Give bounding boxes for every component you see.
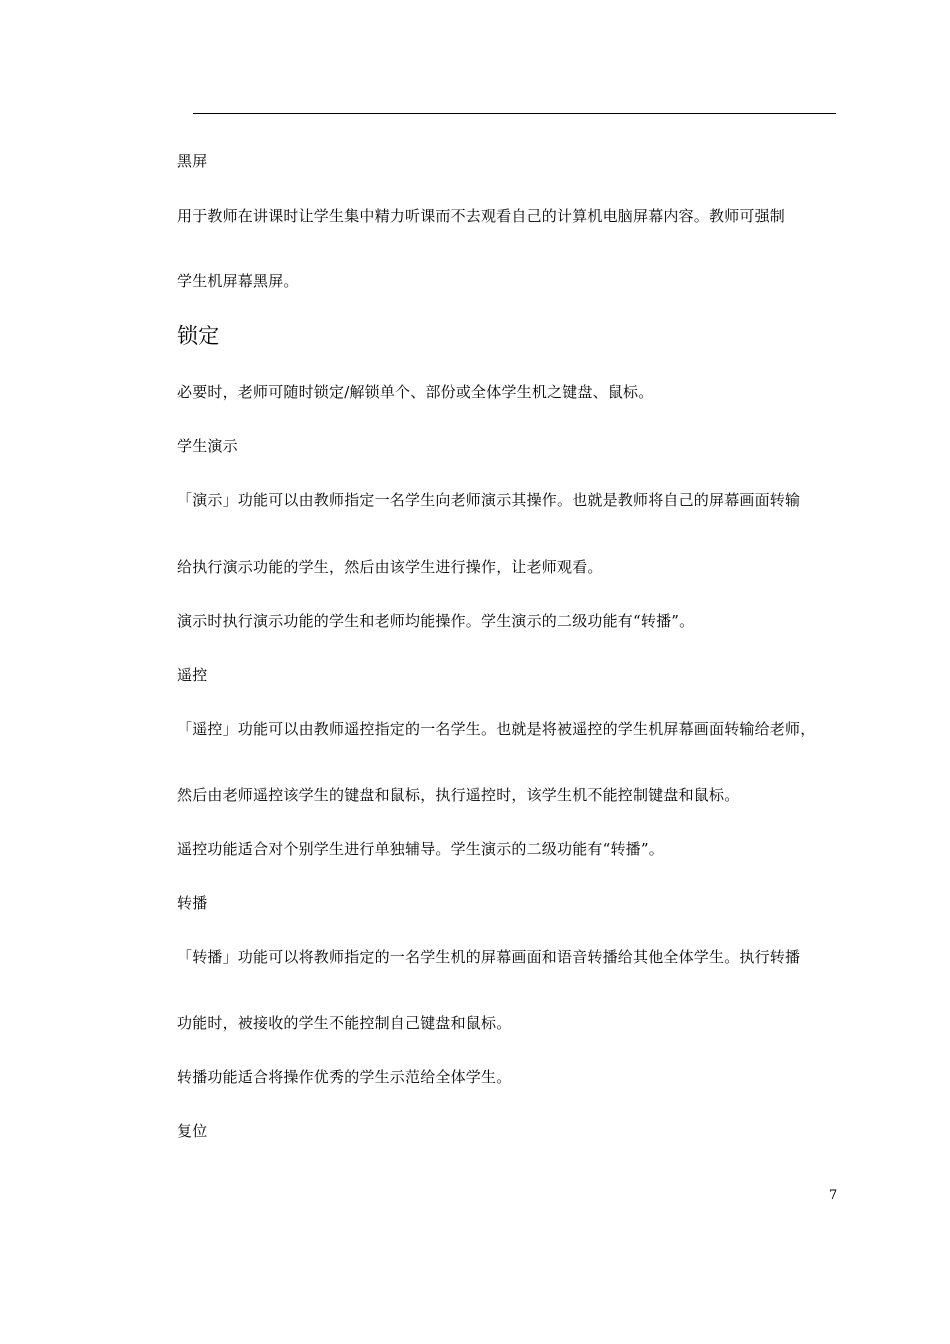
- paragraph-line: 然后由老师遥控该学生的键盘和鼠标，执行遥控时，该学生机不能控制键盘和鼠标。: [177, 786, 740, 804]
- header-rule: [193, 113, 836, 114]
- page-number: 7: [829, 1188, 838, 1203]
- paragraph-line: 功能时，被接收的学生不能控制自己键盘和鼠标。: [177, 1014, 512, 1032]
- paragraph-line: 遥控功能适合对个别学生进行单独辅导。学生演示的二级功能有“转播”。: [177, 840, 664, 858]
- paragraph-line: 「转播」功能可以将教师指定的一名学生机的屏幕画面和语音转播给其他全体学生。执行转播: [177, 948, 801, 966]
- paragraph-line: 给执行演示功能的学生，然后由该学生进行操作，让老师观看。: [177, 558, 603, 576]
- section-heading-lock: 锁定: [177, 324, 220, 348]
- paragraph-line: 用于教师在讲课时让学生集中精力听课而不去观看自己的计算机电脑屏幕内容。教师可强制: [177, 207, 786, 225]
- section-heading-reset: 复位: [177, 1122, 208, 1140]
- paragraph-line: 转播功能适合将操作优秀的学生示范给全体学生。: [177, 1068, 512, 1086]
- paragraph-line: 「演示」功能可以由教师指定一名学生向老师演示其操作。也就是教师将自己的屏幕画面转输: [177, 491, 801, 509]
- paragraph-line: 必要时，老师可随时锁定/解锁单个、部份或全体学生机之键盘、鼠标。: [177, 383, 654, 401]
- section-heading-demo: 学生演示: [177, 437, 238, 455]
- section-heading-blackscreen: 黑屏: [177, 152, 208, 170]
- paragraph-line: 学生机屏幕黑屏。: [177, 272, 299, 290]
- section-heading-broadcast: 转播: [177, 894, 208, 912]
- section-heading-remote: 遥控: [177, 666, 208, 684]
- paragraph-line: 「遥控」功能可以由教师遥控指定的一名学生。也就是将被遥控的学生机屏幕画面转输给老师，: [177, 720, 816, 738]
- paragraph-line: 演示时执行演示功能的学生和老师均能操作。学生演示的二级功能有“转播”。: [177, 612, 695, 630]
